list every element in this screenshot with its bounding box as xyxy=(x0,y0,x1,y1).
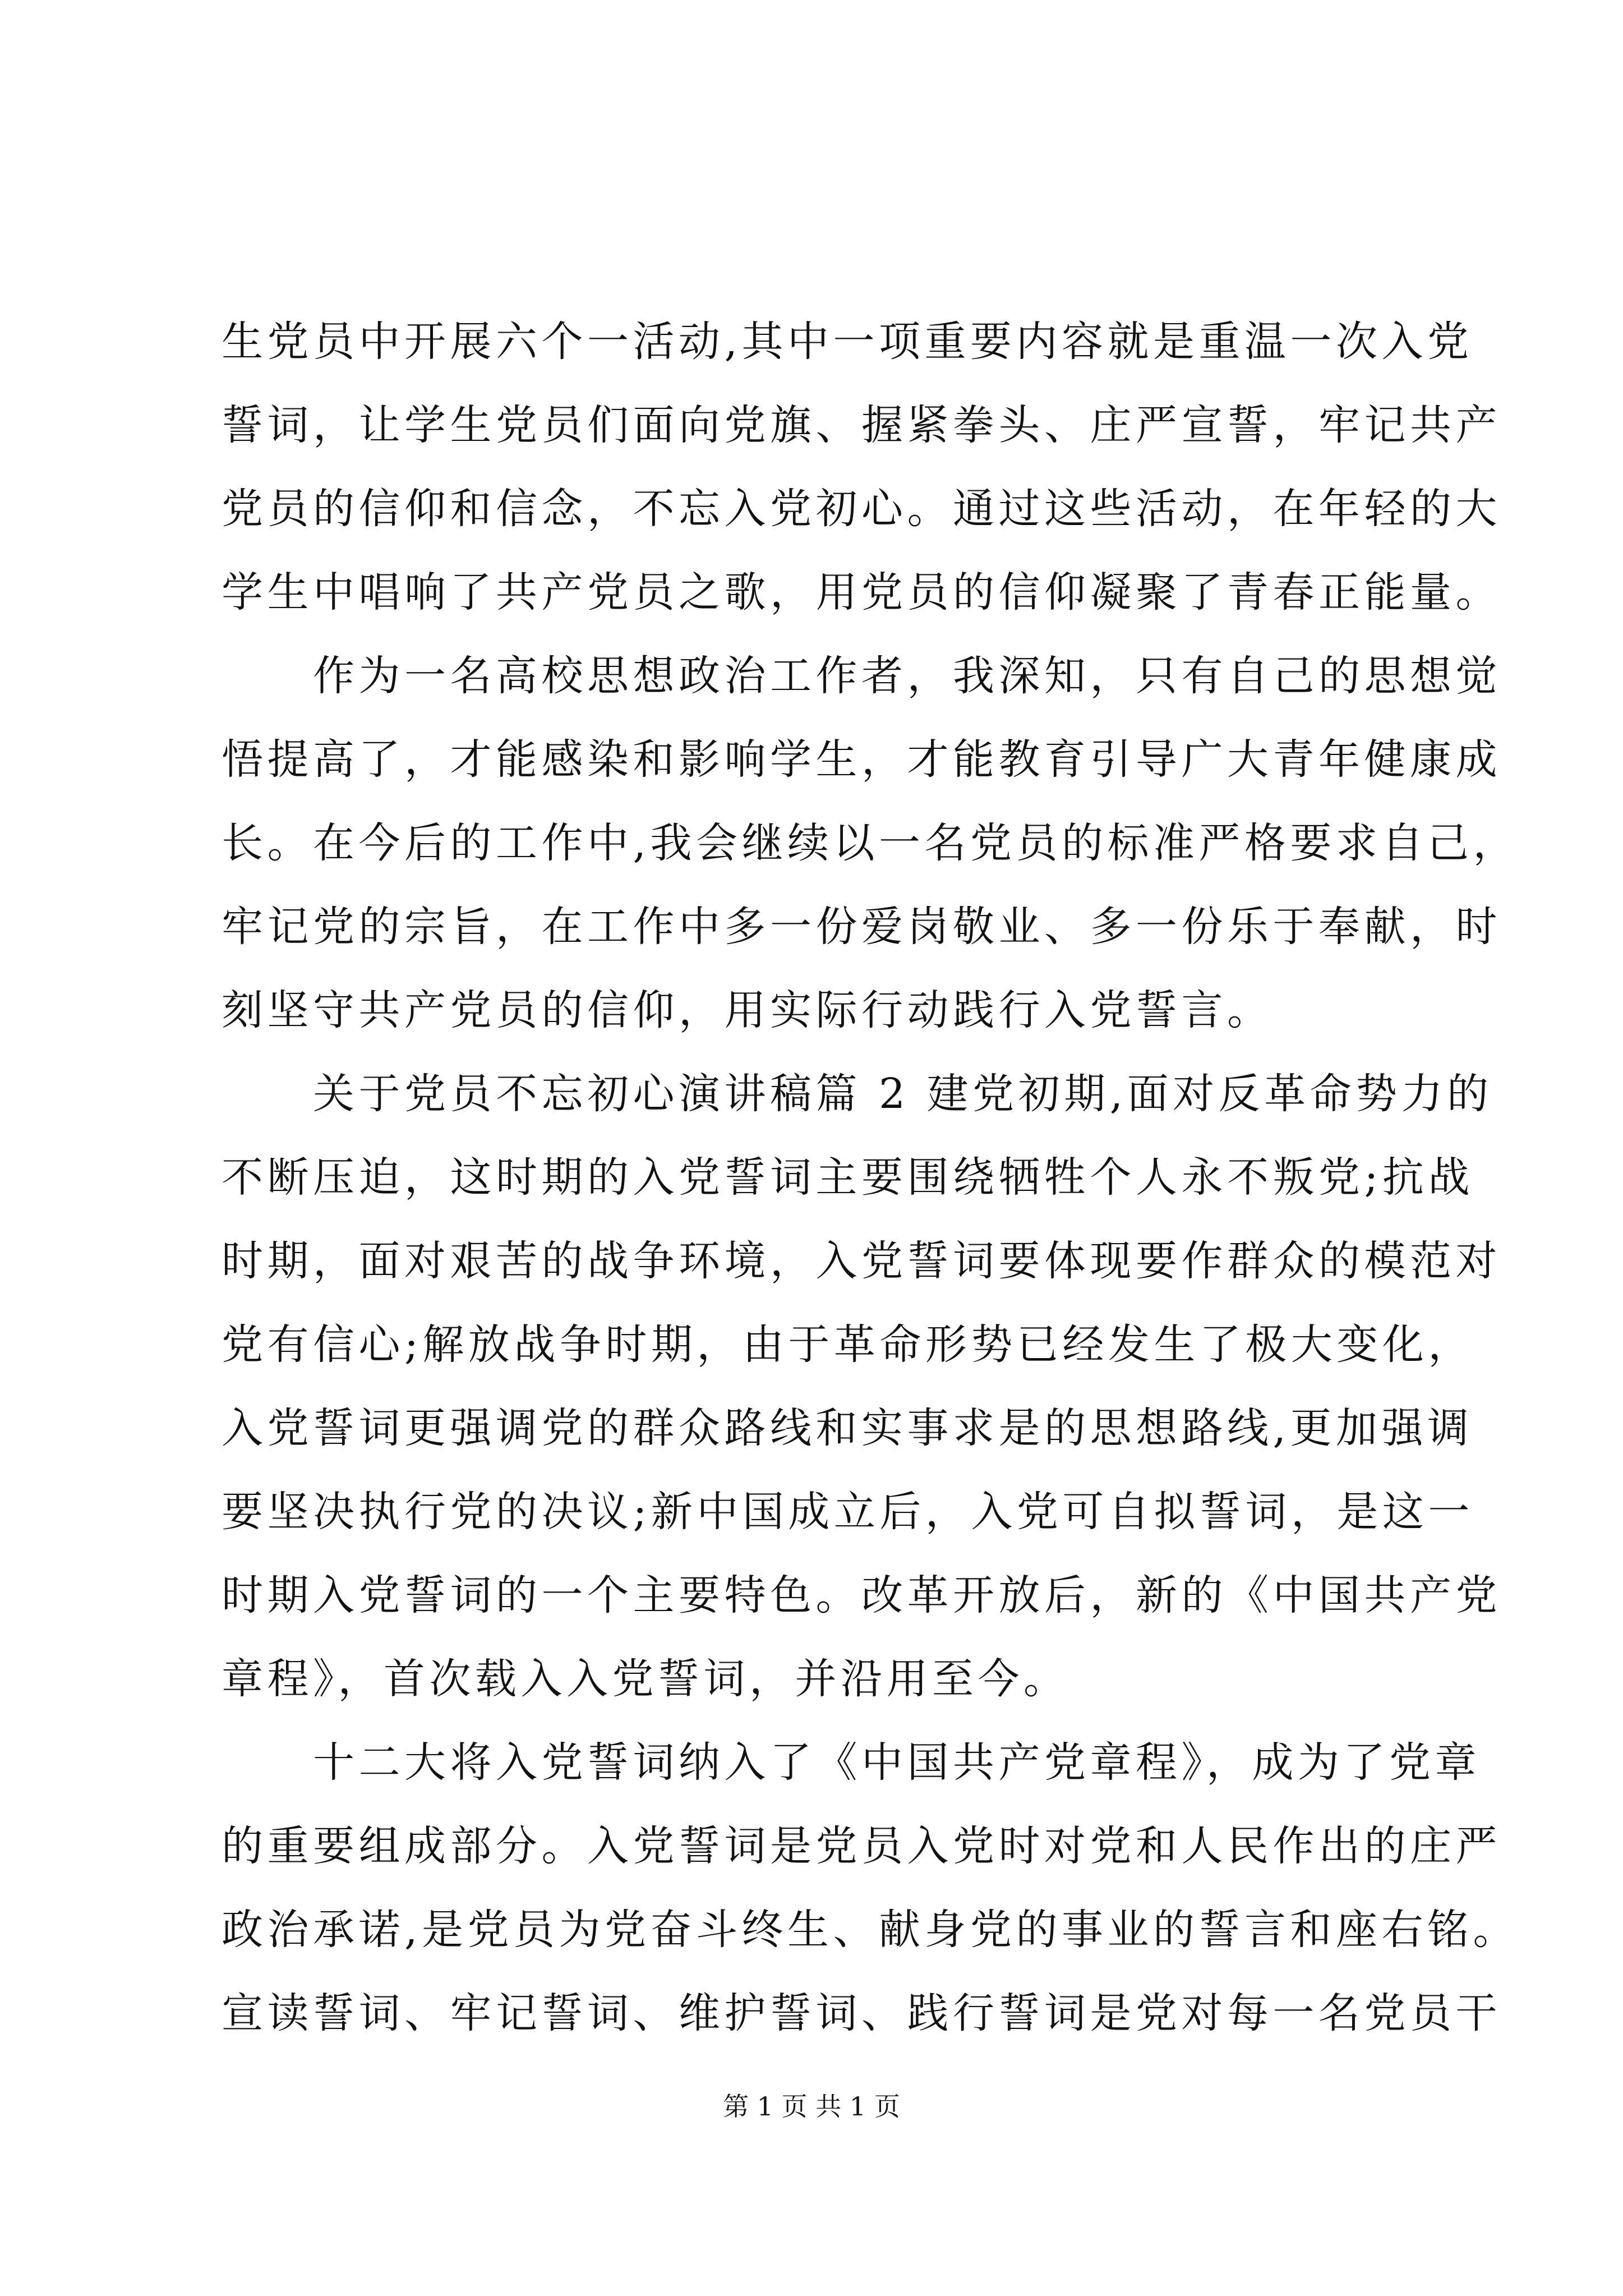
text-line: 党有信心;解放战争时期，由于革命形势已经发生了极大变化， xyxy=(222,1320,1474,1369)
text-line: 刻坚守共产党员的信仰，用实际行动践行入党誓言。 xyxy=(222,986,1273,1034)
text-line: 不断压迫，这时期的入党誓词主要围绕牺牲个人永不叛党;抗战 xyxy=(222,1153,1474,1202)
text-line: 的重要组成部分。入党誓词是党员入党时对党和人民作出的庄严 xyxy=(222,1822,1501,1870)
text-line: 时期入党誓词的一个主要特色。改革开放后，新的《中国共产党 xyxy=(222,1571,1501,1619)
text-line: 党员的信仰和信念，不忘入党初心。通过这些活动，在年轻的大 xyxy=(222,485,1501,533)
text-line: 学生中唱响了共产党员之歌，用党员的信仰凝聚了青春正能量。 xyxy=(222,568,1501,616)
page-number-label: 第 1 页 共 1 页 xyxy=(723,2091,900,2122)
text-line: 牢记党的宗旨，在工作中多一份爱岗敬业、多一份乐于奉献，时 xyxy=(222,903,1501,951)
text-line: 时期，面对艰苦的战争环境，入党誓词要体现要作群众的模范对 xyxy=(222,1237,1501,1285)
text-line: 要坚决执行党的决议;新中国成立后，入党可自拟誓词，是这一 xyxy=(222,1488,1474,1536)
text-line: 宣读誓词、牢记誓词、维护誓词、践行誓词是党对每一名党员干 xyxy=(222,1989,1501,2037)
text-line: 十二大将入党誓词纳入了《中国共产党章程》，成为了党章 xyxy=(222,1738,1481,1787)
text-line: 生党员中开展六个一活动,其中一项重要内容就是重温一次入党 xyxy=(222,318,1473,366)
text-line: 悟提高了，才能感染和影响学生，才能教育引导广大青年健康成 xyxy=(222,735,1501,784)
text-line: 长。在今后的工作中,我会继续以一名党员的标准严格要求自己， xyxy=(222,819,1519,867)
text-line: 政治承诺,是党员为党奋斗终生、献身党的事业的誓言和座右铭。 xyxy=(222,1906,1519,1954)
document-body xyxy=(222,300,1519,2055)
text-line: 誓词，让学生党员们面向党旗、握紧拳头、庄严宣誓，牢记共产 xyxy=(222,401,1501,449)
text-line: 作为一名高校思想政治工作者，我深知，只有自己的思想觉 xyxy=(222,652,1501,700)
text-line: 章程》，首次载入入党誓词，并沿用至今。 xyxy=(222,1655,1069,1703)
text-line: 关于党员不忘初心演讲稿篇 2 建党初期,面对反革命势力的 xyxy=(222,1070,1493,1118)
page-footer xyxy=(0,2090,1623,2123)
text-line: 入党誓词更强调党的群众路线和实事求是的思想路线,更加强调 xyxy=(222,1404,1473,1452)
